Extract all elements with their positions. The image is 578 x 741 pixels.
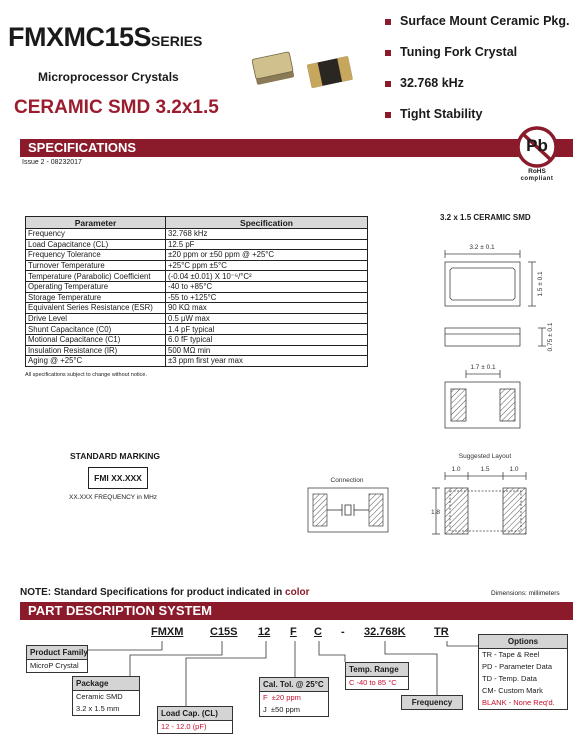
- part-code-load: 12: [258, 626, 271, 638]
- temp-range-box: Temp. Range C -40 to 85 °C: [345, 662, 409, 690]
- marking-code-box: FMI XX.XXX: [88, 467, 148, 489]
- specification-header: Specification: [166, 217, 368, 229]
- width-dimension: 1.5 ± 0.1: [537, 271, 544, 297]
- part-code-options: TR: [434, 626, 449, 638]
- temp-connector: [319, 641, 345, 662]
- color-highlight: color: [285, 587, 310, 598]
- suggested-layout-label: Suggested Layout: [458, 453, 512, 460]
- specifications-bar: SPECIFICATIONS: [20, 139, 573, 157]
- package-box: Package Ceramic SMD 3.2 x 1.5 mm: [72, 676, 140, 716]
- cal-tol-box: Cal. Tol. @ 25°C F ±20 ppm J ±50 ppm: [259, 677, 329, 717]
- model-name: FMXMC15S: [8, 22, 152, 52]
- connection-label: Connection: [330, 477, 364, 484]
- spec-footnote: All specifications subject to change without notice.: [25, 372, 147, 378]
- part-code-family: FMXM: [151, 626, 184, 638]
- part-code-tolerance: F: [290, 626, 297, 638]
- rohs-symbol: Pb: [526, 136, 548, 155]
- table-row: Storage Temperature -55 to +125°C: [26, 292, 368, 303]
- table-row: Motional Capacitance (C1) 6.0 fF typical: [26, 334, 368, 345]
- standard-marking-title: STANDARD MARKING: [70, 451, 161, 461]
- parameter-header: Parameter: [26, 217, 166, 229]
- load-connector: [186, 641, 266, 706]
- feature-item: Surface Mount Ceramic Pkg.: [385, 14, 570, 45]
- options-connector: [447, 641, 478, 646]
- feature-item: 32.768 kHz: [385, 76, 570, 107]
- rohs-label: RoHS: [528, 168, 546, 175]
- product-subtitle: Microprocessor Crystals: [38, 70, 179, 84]
- layout-dim-right: 1.0: [509, 466, 519, 473]
- table-row: Aging @ +25°C ±3 ppm first year max: [26, 356, 368, 367]
- part-description-bar: PART DESCRIPTION SYSTEM: [20, 602, 573, 620]
- table-row: Turnover Temperature +25°C ppm ±5°C: [26, 260, 368, 271]
- feature-item: Tuning Fork Crystal: [385, 45, 570, 76]
- pad-dimension: 1.7 ± 0.1: [470, 364, 496, 371]
- length-dimension: 3.2 ± 0.1: [469, 244, 495, 251]
- layout-height-dimension: 1.8: [431, 509, 441, 516]
- part-code-temp: C: [314, 626, 322, 638]
- part-code-frequency: 32.768K: [364, 626, 406, 638]
- series-label: SERIES: [151, 33, 203, 49]
- table-row: Shunt Capacitance (C0) 1.4 pF typical: [26, 324, 368, 335]
- height-dimension: 0.75 ± 0.1: [547, 322, 554, 352]
- table-row: Insulation Resistance (IR) 500 MΩ min: [26, 345, 368, 356]
- product-family-box: Product Family MicroP Crystal: [26, 645, 88, 673]
- marking-note: XX.XXX FREQUENCY in MHz: [69, 494, 158, 501]
- table-row: Frequency Tolerance ±20 ppm or ±50 ppm @ +25°C: [26, 250, 368, 261]
- table-row: Frequency 32.768 kHz: [26, 229, 368, 240]
- issue-label: Issue 2 - 08232017: [22, 159, 82, 166]
- family-connector: [88, 641, 162, 650]
- part-code-package: C15S: [210, 626, 238, 638]
- layout-dim-center: 1.5: [480, 466, 490, 473]
- standard-spec-note: NOTE: Standard Specifications for product indicated in color: [20, 587, 310, 598]
- table-row: Operating Temperature -40 to +85°C: [26, 281, 368, 292]
- options-box: Options TR - Tape & Reel PD - Parameter Data TD - Temp. Data CM- Custom Mark BLANK - None Req'd.: [478, 634, 568, 710]
- package-connector: [130, 641, 222, 677]
- table-row: Drive Level 0.5 μW max: [26, 313, 368, 324]
- table-row: Temperature (Parabolic) Coefficient (-0.04 ±0.01) X 10⁻⁶/°C²: [26, 271, 368, 282]
- table-row: Load Capacitance (CL) 12.5 pF: [26, 239, 368, 250]
- layout-dim-left: 1.0: [451, 466, 461, 473]
- rohs-compliant: compliant: [520, 176, 554, 182]
- table-row: Equivalent Series Resistance (ESR) 90 KΩ max: [26, 303, 368, 314]
- dimensions-note: Dimensions: millimeters: [491, 590, 560, 597]
- frequency-box: Frequency: [401, 695, 463, 710]
- part-code-dash: -: [341, 626, 345, 638]
- drawing-title: 3.2 x 1.5 CERAMIC SMD: [440, 213, 531, 222]
- load-cap-box: Load Cap. (CL) 12 - 12.0 (pF): [157, 706, 233, 734]
- feature-item: Tight Stability: [385, 107, 570, 138]
- package-heading: CERAMIC SMD 3.2x1.5: [14, 97, 219, 118]
